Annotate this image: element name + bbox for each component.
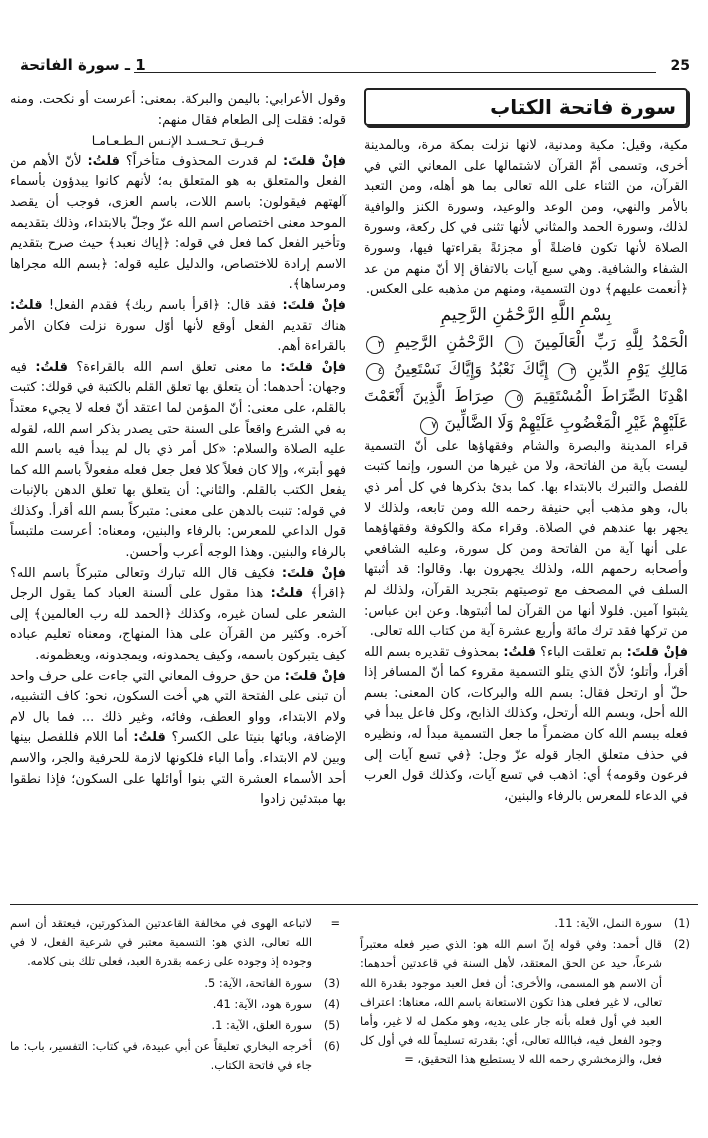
fatiha-verses [364, 329, 688, 437]
ayah-number: ٣ [558, 363, 576, 381]
basmala: بِسْمِ اللَّهِ الرَّحْمَٰنِ الرَّحِيمِ [440, 304, 612, 325]
bedouin-paragraph: وقول الأعرابي: باليمن والبركة. بمعنى: أعرست أو نكحت. ومنه قوله: فقلت إلى الطعام فقال منهم: [10, 92, 346, 128]
question-label: فإنْ قلتَ: [282, 153, 346, 169]
footnotes-left [10, 914, 340, 1078]
left-column [10, 90, 346, 811]
verse-text: اهْدِنَا الصِّرَاطَ الْمُسْتَقِيمَ [533, 386, 688, 405]
qa-paragraph [10, 358, 346, 564]
page-header [16, 56, 692, 78]
answer-text: هناك تقديم الفعل أوقع لأنها أوّل سورة نزلت فكان الأمر بالقراءة أهم. [10, 318, 346, 355]
running-title: 1 ـ سورة الفاتحة [20, 56, 146, 74]
footnote [10, 1037, 340, 1075]
footnote-number: (1) [673, 916, 690, 930]
footnote-separator [10, 904, 698, 905]
readers-paragraph: قراء المدينة والبصرة والشام وفقهاؤها على أنّ التسمية ليست بآية من الفاتحة، ولا من غيرها من السور، وإنما كتبت للفصل والتبرك بالابتداء بها. كما بدئ بذكرها في كل أمر ذي بال، وهو مذهب أبي حنيفة رحمه الله ومن تابعه، ولذلك لا يجهر بها عندهم في الصلاة. وقراء مكة والكوفة وفقهاؤهما على أنها آية من الفاتحة ومن كل سورة، وعليه الشافعي وأصحابه رحمهم الله، ولذلك يجهرون بها. وقالوا: قد أثبتها السلف في المصحف مع توصيتهم بتجريد القرآن، ولذلك لم يثبتوا آمين. فلولا أنها من القرآن لما أثبتوها. وعن ابن عباس: من تركها فقد ترك مائة وأربع عشرة آية من كتاب الله تعالى. [364, 438, 688, 640]
question-text: ما معنى تعلق اسم الله بالقراءة؟ [67, 359, 281, 375]
footnote-text: سورة الفاتحة، الآية: 5. [204, 975, 312, 990]
qa-paragraph [10, 564, 346, 667]
footnote-number: (4) [323, 996, 340, 1011]
right-column [364, 88, 688, 807]
footnote-text: سورة النمل، الآية: 11. [554, 916, 662, 930]
footnote-number: (6) [323, 1039, 340, 1054]
qa-paragraph [10, 667, 346, 811]
page-number: 25 [670, 58, 690, 74]
footnote [10, 995, 340, 1014]
ayah-number: ٤ [366, 363, 384, 381]
answer-label: قلتُ: [35, 359, 68, 375]
footnote-text: سورة هود، الآية: 41. [212, 996, 312, 1011]
footnote [10, 914, 340, 972]
question-text: بم تعلقت الباء؟ [535, 644, 627, 660]
footnote-number: (5) [323, 1018, 340, 1033]
question-text: فقد قال: ﴿اقرأ باسم ربك﴾ فقدم الفعل! [42, 297, 283, 313]
footnote-number: = [330, 916, 340, 930]
answer-text: فيه وجهان: أحدهما: أن يتعلق بها تعلق القلم بالكتبة في قولك: كتبت بالقلم، على معنى: أنّ المؤمن لما اعتقد أنّ فعله لا يجيء معتداً به في الشرع واقعاً على السنة حتى يصدر بذكر اسم الله، لقوله عليه الصلاة والسلام: «كل أمر ذي بال لم يبدأ فيه باسم الله فهو أبتر»، وإلا كان فعلاً كلا فعل جعل فعله مفعولاً باسم الله كما يفعل الكتب بالقلم. والثاني: أن يتعلق بها تعلق الدهن بالإنبات في قوله: تنبت بالدهن على معنى: متبركاً بسم الله أقرأ. وكذلك قول الداعي للمعرس: بالرفاء والبنين، ومعناه: أعرست ملتبساً بالرفاء والبنين. وهذا الوجه أعرب وأحسن. [10, 359, 346, 561]
question-label: فإنْ قلتَ: [626, 644, 689, 660]
ayah-number: ٧ [420, 417, 438, 435]
answer-text: بمحذوف تقديره بسم الله أقرأ، وأتلو؛ لأنّ الذي يتلو التسمية مقروء كما أنّ المسافر إذا حلّ أو ارتحل فقال: بسم الله والبركات، كان المعنى: بسم الله أحل، وبسم الله أرتحل، وكذلك الذابح، وكل فاعل يبدأ في فعله ببسم الله كان مضمراً ما جعل التسمية مبدأ له، ونظيره في حذف متعلق الجار قوله عزّ وجل: ﴿في تسع آيات إلى فرعون وقومه﴾ أي: اذهب في تسع آيات، وكذلك قول العرب في الدعاء للمعرس بالرفاء والبنين، [364, 644, 688, 804]
ayah-number: ١ [505, 336, 523, 354]
question-label: فإنْ قلتَ: [282, 297, 346, 313]
footnote-number: (2) [673, 937, 690, 952]
question-label: فإنْ قلتَ: [284, 668, 346, 684]
question-text: فكيف قال الله تبارك وتعالى متبركاً باسم الله؟ ﴿اقرأ﴾ [10, 565, 346, 602]
answer-text: أما اللام فللفصل بينها وبين لام الابتداء. وأما الباء فلكونها لازمة للحرفية والجر، والاسم أحد الأسماء العشرة التي بنوا أوائلها على السكون؛ فإذا نطقوا بها مبتدئين زادوا [10, 730, 346, 808]
poem-verse: فـريـق تـحـسـد الإنـس الـطـعـامـا [91, 133, 265, 149]
verse-text: إِيَّاكَ نَعْبُدُ وَإِيَّاكَ نَسْتَعِينُ [394, 359, 549, 378]
answer-text: هذا مقول على ألسنة العباد كما يقول الرجل الشعر على لسان غيره، وكذلك ﴿الحمد لله رب العالمين﴾ إلى آخره. وكثير من القرآن على هذا المنهاج، ومعناه تعليم عباده كيف يتبركون باسمه، وكيف يحمدونه، ويمجدونه، ويعظمونه. [10, 586, 346, 664]
qa-paragraph [10, 296, 346, 358]
ayah-number: ٥ [505, 390, 523, 408]
footnote-text: لاتباعه الهوى في مخالفة القاعدتين المذكورتين، فيعتقد أن اسم الله تعالى، الذي هو: التسمية معتبر في شرعية الفعل، لا في وجوده إذ وجوده على زعمه بقدرة العبد، فعلى تلك بنى كلامه. [10, 916, 312, 969]
footnote [360, 935, 690, 1069]
answer-label: قلتُ: [10, 297, 43, 313]
ayah-number: ٢ [366, 336, 384, 354]
intro-paragraph: مكية، وقيل: مكية ومدنية، لانها نزلت بمكة مرة، وبالمدينة أخرى، وتسمى أمّ القرآن لاشتمالها على المعاني التي في القرآن، من الثناء على الله تعالى بما هو أهله، ومن التعبد بالأمر والنهي، ومن الوعد والوعيد، وسورة الكنز والوافية لذلك، وسورة الحمد والمثاني لأنها تثنى في كل ركعة، وسورة الصلاة لأنها تكون فاضلةً أو مجزئةً بقراءتها فيها، وسورة الشفاء والشافية. وهي سبع آيات بالاتفاق إلا أنّ منهم من عد ﴿أنعمت عليهم﴾ دون التسمية، ومنهم من مذهبه على العكس. [364, 138, 688, 298]
verse-text: صِرَاطَ الَّذِينَ أَنْعَمْتَ عَلَيْهِمْ غَيْرِ الْمَغْضُوبِ عَلَيْهِمْ وَلَا الضَّالِّينَ [364, 386, 688, 432]
footnote-text: قال أحمد: وفي قوله إنّ اسم الله هو: الذي صير فعله معتبراً شرعاً، حيد عن الحق المعتقد، لأهل السنة في قاعدتين أحدهما: أن الاسم هو المسمى، والأخرى: أن فعل العبد موجود بقدرة الله تعالى، لا غير فعلى هذا تكون الاستعانة باسم الله، معناها: اعتراف العبد في أول فعله بأنه جار على يديه، وهو مكمل له لا غير، وأما وجود الفعل فيه، فباالله تعالى، أي: بقدرته تسليماً لله في أول كل فعل، والزمخشري رحمه الله لا يستطيع هذا التحقيق، = [360, 937, 662, 1067]
answer-label: قلتُ: [133, 730, 166, 746]
qa-paragraph [10, 152, 346, 296]
answer-label: قلتُ: [503, 644, 536, 660]
question-label: فإنْ قلتَ: [280, 359, 347, 375]
surah-title: سورة فاتحة الكتاب [364, 88, 688, 126]
verse-text: الرَّحْمَٰنِ الرَّحِيمِ [395, 332, 494, 351]
footnote [10, 974, 340, 993]
verse-text: مَالِكِ يَوْمِ الدِّينِ [586, 359, 688, 378]
question-paragraph [364, 643, 688, 808]
verse-text: الْحَمْدُ لِلَّهِ رَبِّ الْعَالَمِينَ [533, 332, 688, 351]
footnote-text: أخرجه البخاري تعليقاً عن أبي عبيدة، في كتاب: التفسير، باب: ما جاء في فاتحة الكتاب. [10, 1039, 312, 1073]
footnote-number: (3) [323, 975, 340, 990]
question-label: فإنْ قلتَ: [281, 565, 346, 581]
footnote [10, 1016, 340, 1035]
footnote-text: سورة العلق، الآية: 1. [211, 1018, 312, 1033]
answer-text: لأنّ الأهم من الفعل والمتعلق به هو المتعلق به؛ لأنهم كانوا يبدؤون بأسماء آلهتهم فيقولون: باسم اللات، باسم العزى، فوجب أن يقصد الموحد معنى اختصاص اسم الله عزّ وجلّ بالابتداء، وذلك بتقديمه وتأخير الفعل كما فعل في قوله: ﴿إياك نعبد﴾ حيث صرح بتقديم الاسم إرادة للاختصاص، والدليل عليه قوله: ﴿بسم الله مجراها ومرساها﴾. [10, 153, 346, 293]
answer-label: قلتُ: [270, 586, 304, 602]
header-rule [134, 72, 656, 73]
footnote [360, 914, 690, 933]
answer-label: قلتُ: [87, 153, 120, 169]
footnotes-right [360, 914, 690, 1072]
question-text: لم قدرت المحذوف متأخراً؟ [119, 153, 283, 169]
question-text: من حق حروف المعاني التي جاءت على حرف واحد أن تبنى على الفتحة التي هي أخت السكون، نحو: كاف التشبيه، ولام الابتداء، وواو العطف، وفائه، وغير ذلك ... فما بال لام الإضافة، وبائها بنيتا على الكسر؟ [10, 668, 346, 746]
